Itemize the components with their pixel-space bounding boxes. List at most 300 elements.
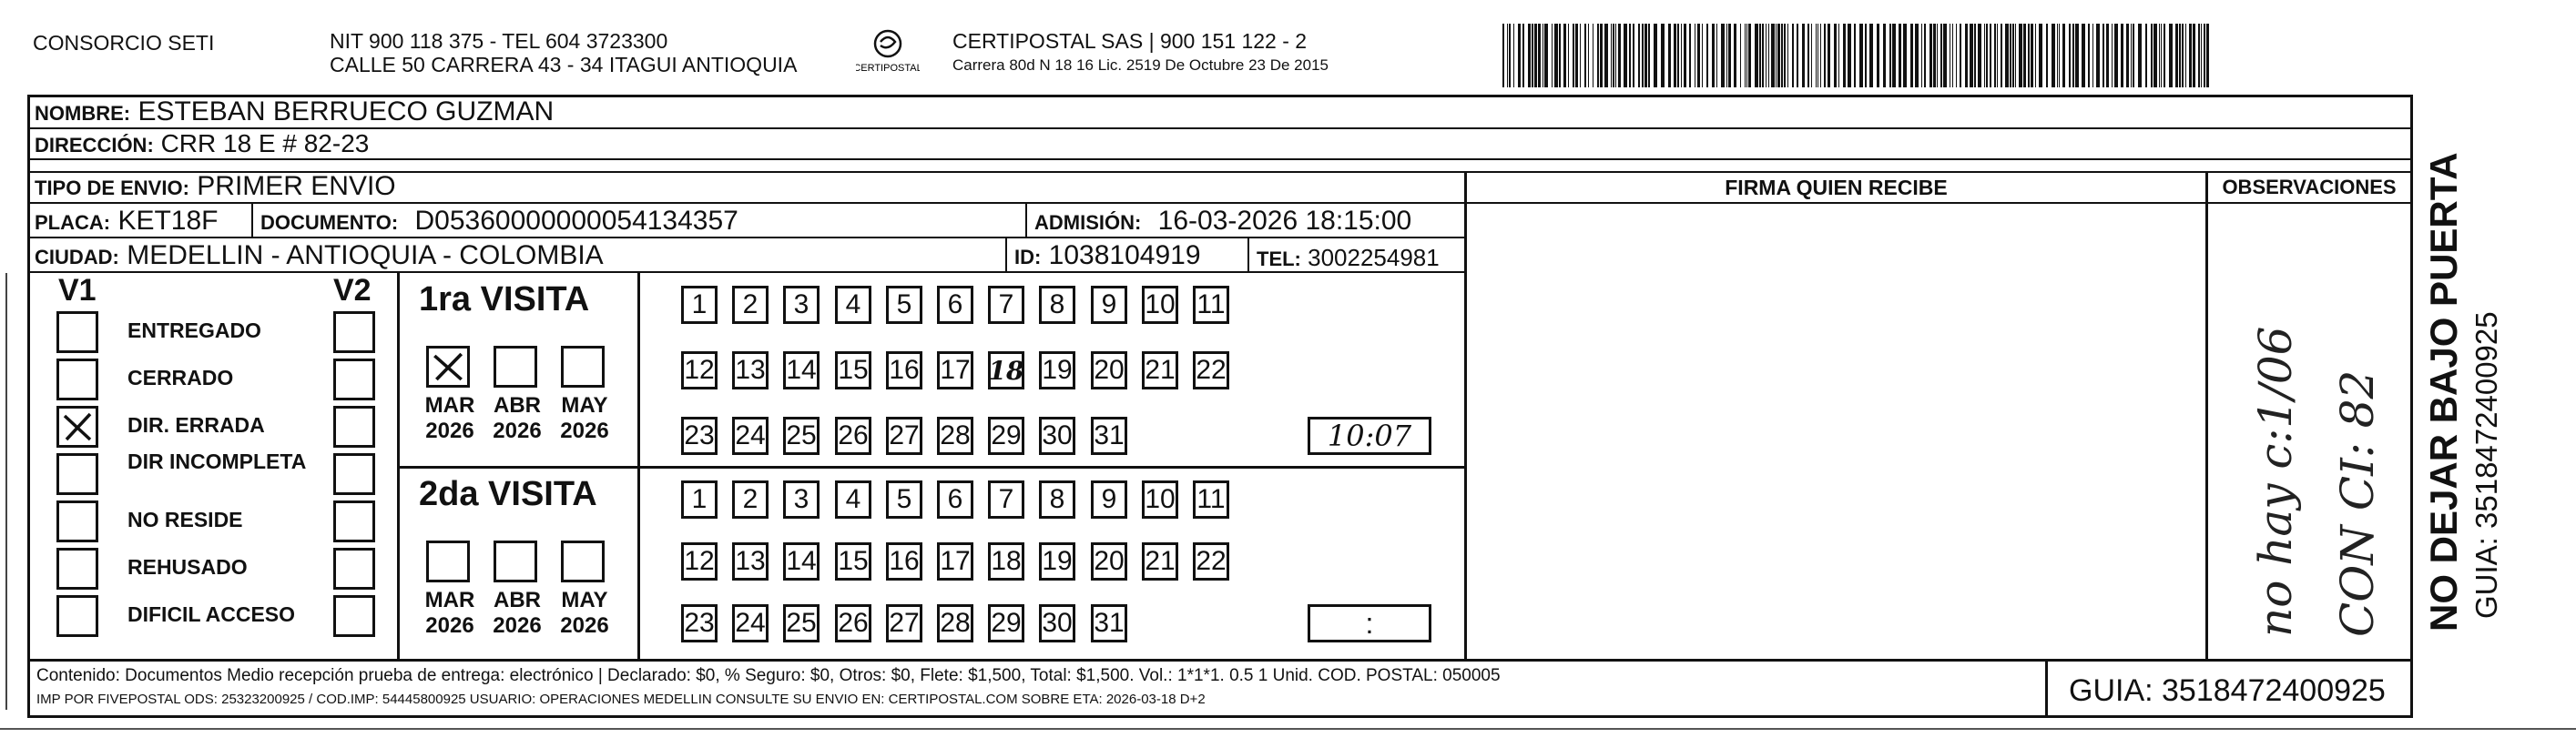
day-box-3[interactable]: 3 (783, 480, 820, 519)
barcode-bar (2001, 24, 2002, 87)
barcode-bar (1648, 24, 1650, 87)
barcode-bar (1940, 24, 1942, 87)
barcode-bar (2015, 24, 2016, 87)
barcode-bar (1532, 24, 1533, 87)
barcode-bar (1781, 24, 1783, 87)
certipostal-logo (856, 25, 920, 78)
barcode-bar (1817, 24, 1818, 87)
admision-value: 16-03-2026 18:15:00 (1157, 206, 1412, 236)
day-box-7[interactable]: 7 (988, 480, 1024, 519)
barcode-bar (1824, 24, 1826, 87)
barcode-bar (2005, 24, 2009, 87)
observaciones-label: OBSERVACIONES (2222, 176, 2397, 198)
barcode-bar (1740, 24, 1741, 87)
day-box-23[interactable]: 23 (681, 417, 718, 455)
barcode-bar (2106, 24, 2109, 87)
barcode-bar (1811, 24, 1812, 87)
barcode-bar (1745, 24, 1746, 87)
barcode-bar (1766, 24, 1767, 87)
barcode-bar (1615, 24, 1616, 87)
barcode-bar (1843, 24, 1846, 87)
barcode-bar (1726, 24, 1727, 87)
id-value: 1038104919 (1048, 240, 1201, 270)
side-guia: GUIA: 3518472400925 (2469, 311, 2503, 619)
firma-label: FIRMA QUIEN RECIBE (1725, 176, 1948, 199)
barcode-bar (1746, 24, 1747, 87)
barcode-bar (2059, 24, 2060, 87)
barcode-bar (1712, 24, 1715, 87)
barcode-bar (1644, 24, 1647, 87)
year-label: 2026 (560, 613, 609, 638)
day-box-27[interactable]: 27 (886, 604, 922, 642)
barcode-bar (1611, 24, 1612, 87)
day-box-2[interactable]: 2 (732, 480, 769, 519)
day-box-7[interactable]: 7 (988, 286, 1024, 324)
barcode-bar (1755, 24, 1758, 87)
day-box-23[interactable]: 23 (681, 604, 718, 642)
barcode-bar (1507, 24, 1508, 87)
observaciones-note-2: CON CI: 82 (2331, 369, 2384, 637)
barcode-bar (2159, 24, 2160, 87)
id-row (1014, 240, 1201, 273)
barcode-bar (2206, 24, 2209, 87)
observaciones-note-1: no hay c:1/06 (2249, 326, 2302, 637)
day-box-21[interactable]: 21 (1142, 351, 1178, 389)
barcode-bar (2010, 24, 2011, 87)
barcode-bar (1854, 24, 1856, 87)
barcode-bar (1937, 24, 1938, 87)
barcode-bar (2138, 24, 2142, 87)
year-label: 2026 (493, 419, 542, 443)
barcode-bar (1933, 24, 1936, 87)
barcode-bar (2114, 24, 2118, 87)
barcode-bar (1674, 24, 1676, 87)
barcode-bar (2039, 24, 2042, 87)
barcode-bar (1869, 24, 1873, 87)
barcode-bar (2092, 24, 2093, 87)
barcode-bar (2072, 24, 2074, 87)
barcode-bar (1816, 24, 1817, 87)
barcode-bar (1697, 24, 1700, 87)
day-box-12[interactable]: 12 (681, 542, 718, 581)
day-box-31[interactable]: 31 (1091, 417, 1127, 455)
tel-row (1257, 242, 1440, 275)
barcode-bar (2069, 24, 2071, 87)
day-box-26[interactable]: 26 (835, 417, 871, 455)
day-box-15[interactable]: 15 (835, 351, 871, 389)
barcode-bar (2175, 24, 2178, 87)
day-box-25[interactable]: 25 (783, 417, 820, 455)
barcode-bar (1797, 24, 1798, 87)
barcode-bar (1762, 24, 1764, 87)
day-box-14[interactable]: 14 (783, 351, 820, 389)
barcode-bar (2182, 24, 2184, 87)
barcode-bar (1915, 24, 1919, 87)
signature-area[interactable] (1467, 204, 2205, 659)
barcode-bar (1990, 24, 1991, 87)
day-box-19[interactable]: 19 (1039, 351, 1075, 389)
barcode-bar (1820, 24, 1821, 87)
day-box-24[interactable]: 24 (732, 604, 769, 642)
v2-checkbox[interactable] (333, 311, 375, 353)
v2-checkbox[interactable] (333, 500, 375, 542)
barcode-bar (2112, 24, 2113, 87)
tipo-label: TIPO DE ENVIO: (35, 177, 189, 199)
barcode-bar (1865, 24, 1867, 87)
barcode-bar (1588, 24, 1589, 87)
barcode-bar (2201, 24, 2202, 87)
month-checkbox-may[interactable] (561, 346, 605, 388)
year-label: 2026 (425, 419, 474, 443)
tipo-value: PRIMER ENVIO (197, 171, 396, 201)
day-box-30[interactable]: 30 (1039, 417, 1075, 455)
side-warning: NO DEJAR BAJO PUERTA (2422, 152, 2465, 632)
barcode-bar (1597, 24, 1599, 87)
barcode-bar (1518, 24, 1521, 87)
time-box[interactable]: : (1308, 604, 1431, 642)
day-box-17[interactable]: 17 (937, 542, 973, 581)
barcode-bar (1513, 24, 1514, 87)
v1-checkbox[interactable] (56, 453, 98, 495)
v1-checkbox[interactable] (56, 311, 98, 353)
barcode-bar (1784, 24, 1786, 87)
day-box-18[interactable]: 18 (988, 542, 1024, 581)
barcode-bar (1502, 24, 1504, 87)
direccion-value: CRR 18 E # 82-23 (160, 129, 370, 157)
barcode-bar (1838, 24, 1839, 87)
barcode-bar (2121, 24, 2123, 87)
barcode-bar (1974, 24, 1976, 87)
barcode-bar (1802, 24, 1805, 87)
barcode-bar (1828, 24, 1830, 87)
barcode-bar (1559, 24, 1561, 87)
barcode-bar (1668, 24, 1671, 87)
barcode-bar (1538, 24, 1541, 87)
month-label: MAR (424, 588, 475, 612)
barcode-bar (1984, 24, 1985, 87)
day-box-8[interactable]: 8 (1039, 286, 1075, 324)
day-box-26[interactable]: 26 (835, 604, 871, 642)
day-box-28[interactable]: 28 (937, 417, 973, 455)
company-name: CONSORCIO SETI (33, 31, 215, 55)
v1-checkbox[interactable] (56, 595, 98, 637)
barcode-bar (1965, 24, 1968, 87)
barcode-bar (1997, 24, 1998, 87)
barcode-bar (1759, 24, 1761, 87)
barcode-bar (1552, 24, 1553, 87)
barcode-bar (1534, 24, 1537, 87)
month-label: ABR (494, 393, 541, 418)
v2-checkbox[interactable] (333, 359, 375, 400)
status-label: DIR INCOMPLETA (127, 450, 307, 473)
v1-checkbox[interactable] (56, 548, 98, 590)
barcode-bar (1568, 24, 1569, 87)
day-box-28[interactable]: 28 (937, 604, 973, 642)
day-box-3[interactable]: 3 (783, 286, 820, 324)
barcode-bar (1613, 24, 1614, 87)
barcode-bar (1554, 24, 1558, 87)
footer-contenido: Contenido: Documentos Medio recepción prueba de entrega: electrónico | Declarado: $0, % Seguro: $0, Otros: $0, Flete: $1,500, Total: $1,500. Vol.: 1*1*1. 0.5 1 Unid. COD. POSTAL: 050005 (36, 666, 1501, 685)
barcode-bar (2103, 24, 2104, 87)
barcode-bar (1748, 24, 1751, 87)
day-box-6[interactable]: 6 (937, 480, 973, 519)
direccion-label: DIRECCIÓN: (35, 134, 154, 157)
day-box-30[interactable]: 30 (1039, 604, 1075, 642)
barcode-bar (1952, 24, 1953, 87)
barcode-bar (2019, 24, 2022, 87)
admision-label: ADMISIÓN: (1034, 211, 1142, 234)
status-label: NO RESIDE (127, 508, 243, 531)
placa-value: KET18F (117, 206, 219, 236)
year-label: 2026 (425, 613, 474, 638)
barcode-bar (1792, 24, 1794, 87)
barcode-bar (1892, 24, 1896, 87)
day-box-4[interactable]: 4 (835, 480, 871, 519)
barcode-bar (1943, 24, 1947, 87)
barcode-bar (2185, 24, 2186, 87)
day-box-22[interactable]: 22 (1193, 351, 1229, 389)
barcode-bar (2169, 24, 2173, 87)
month-checkbox-abr[interactable] (494, 346, 537, 388)
barcode-bar (1859, 24, 1863, 87)
day-box-18[interactable]: 18 (988, 351, 1024, 389)
nit-line: NIT 900 118 375 - TEL 604 3723300 (330, 29, 668, 53)
placa-row (35, 206, 219, 238)
day-box-2[interactable]: 2 (732, 286, 769, 324)
status-label: DIFICIL ACCESO (127, 602, 296, 626)
v2-checkbox[interactable] (333, 406, 375, 448)
barcode-bar (1706, 24, 1708, 87)
v2-checkbox[interactable] (333, 548, 375, 590)
barcode-bar (2012, 24, 2014, 87)
barcode-bar (1834, 24, 1837, 87)
footer-guia: GUIA: 3518472400925 (2069, 673, 2386, 708)
barcode-bar (2133, 24, 2134, 87)
day-box-6[interactable]: 6 (937, 286, 973, 324)
time-box[interactable]: 10:07 (1308, 417, 1431, 455)
barcode-bar (1584, 24, 1586, 87)
barcode-bar (1728, 24, 1731, 87)
barcode-bar (1768, 24, 1769, 87)
day-box-13[interactable]: 13 (732, 351, 769, 389)
barcode-bar (1600, 24, 1603, 87)
year-label: 2026 (493, 613, 542, 638)
day-box-1[interactable]: 1 (681, 480, 718, 519)
barcode-bar (1575, 24, 1578, 87)
barcode-bar (2153, 24, 2157, 87)
barcode-bar (1986, 24, 1988, 87)
barcode-bar (1629, 24, 1631, 87)
barcode-bar (1684, 24, 1686, 87)
barcode-bar (1681, 24, 1682, 87)
day-box-1[interactable]: 1 (681, 286, 718, 324)
barcode-bar (2082, 24, 2085, 87)
barcode-bar (2131, 24, 2132, 87)
day-box-29[interactable]: 29 (988, 417, 1024, 455)
barcode-bar (1522, 24, 1524, 87)
barcode-bar (2189, 24, 2192, 87)
barcode-bar (2052, 24, 2055, 87)
v1-checkbox[interactable] (56, 359, 98, 400)
barcode-bar (1956, 24, 1957, 87)
documento-value: D05360000000054134357 (414, 206, 738, 236)
day-box-16[interactable]: 16 (886, 542, 922, 581)
barcode-bar (2204, 24, 2205, 87)
barcode-bar (2057, 24, 2058, 87)
barcode-bar (1771, 24, 1775, 87)
barcode-bar (1624, 24, 1627, 87)
day-box-4[interactable]: 4 (835, 286, 871, 324)
barcode-bar (2126, 24, 2129, 87)
address-line: CALLE 50 CARRERA 43 - 34 ITAGUI ANTIOQUIA (330, 53, 798, 76)
barcode-bar (1883, 24, 1886, 87)
day-box-21[interactable]: 21 (1142, 542, 1178, 581)
barcode-bar (2088, 24, 2090, 87)
barcode-bar (1848, 24, 1851, 87)
day-box-27[interactable]: 27 (886, 417, 922, 455)
barcode-bar (2031, 24, 2033, 87)
barcode-bar (1721, 24, 1725, 87)
status-label: ENTREGADO (127, 318, 261, 342)
v2-checkbox[interactable] (333, 453, 375, 495)
month-label: MAY (561, 588, 608, 612)
day-box-10[interactable]: 10 (1142, 286, 1178, 324)
tipo-row (35, 171, 396, 204)
direccion-row (35, 128, 369, 161)
day-box-24[interactable]: 24 (732, 417, 769, 455)
month-checkbox-mar[interactable] (426, 541, 470, 582)
barcode-bar (1633, 24, 1634, 87)
barcode-bar (1689, 24, 1691, 87)
barcode-bar (1889, 24, 1891, 87)
barcode-bar (1544, 24, 1548, 87)
barcode-bar (1924, 24, 1926, 87)
visit2-title: 2da VISITA (419, 475, 597, 513)
placa-label: PLACA: (35, 211, 111, 234)
barcode-bar (2164, 24, 2165, 87)
barcode-bar (1734, 24, 1736, 87)
barcode-bar (1528, 24, 1531, 87)
documento-row (260, 206, 738, 238)
day-box-22[interactable]: 22 (1193, 542, 1229, 581)
barcode-bar (1877, 24, 1879, 87)
day-box-19[interactable]: 19 (1039, 542, 1075, 581)
barcode-bar (1921, 24, 1922, 87)
id-label: ID: (1014, 246, 1042, 268)
barcode-bar (1929, 24, 1932, 87)
day-box-25[interactable]: 25 (783, 604, 820, 642)
barcode-bar (1642, 24, 1644, 87)
day-box-20[interactable]: 20 (1091, 542, 1127, 581)
barcode-bar (2028, 24, 2030, 87)
barcode-bar (1618, 24, 1621, 87)
day-box-13[interactable]: 13 (732, 542, 769, 581)
month-checkbox-mar[interactable] (426, 346, 470, 388)
year-label: 2026 (560, 419, 609, 443)
barcode-bar (1661, 24, 1665, 87)
month-label: ABR (494, 588, 541, 612)
barcode-bar (1573, 24, 1574, 87)
day-box-15[interactable]: 15 (835, 542, 871, 581)
admision-row (1034, 206, 1411, 238)
barcode-bar (2179, 24, 2181, 87)
barcode-bar (1807, 24, 1809, 87)
barcode-bar (1580, 24, 1581, 87)
barcode-bar (1638, 24, 1640, 87)
day-box-12[interactable]: 12 (681, 351, 718, 389)
barcode-bar (1777, 24, 1780, 87)
barcode (1502, 24, 2213, 87)
barcode-bar (2096, 24, 2100, 87)
status-label: DIR. ERRADA (127, 413, 265, 437)
barcode-bar (2198, 24, 2200, 87)
barcode-bar (2151, 24, 2153, 87)
day-box-9[interactable]: 9 (1091, 480, 1127, 519)
barcode-bar (2035, 24, 2036, 87)
barcode-bar (2023, 24, 2026, 87)
tel-label: TEL: (1257, 248, 1301, 270)
month-label: MAR (424, 393, 475, 418)
barcode-bar (1978, 24, 1981, 87)
day-box-11[interactable]: 11 (1193, 480, 1229, 519)
month-label: MAY (561, 393, 608, 418)
nombre-value: ESTEBAN BERRUECO GUZMAN (137, 96, 555, 126)
status-label: REHUSADO (127, 555, 248, 579)
barcode-bar (1702, 24, 1703, 87)
v1-checkbox[interactable] (56, 406, 98, 448)
barcode-bar (1563, 24, 1566, 87)
day-box-29[interactable]: 29 (988, 604, 1024, 642)
barcode-bar (2046, 24, 2048, 87)
barcode-bar (1604, 24, 1608, 87)
barcode-bar (1910, 24, 1913, 87)
nombre-row (35, 96, 554, 129)
ciudad-value: MEDELLIN - ANTIOQUIA - COLOMBIA (127, 240, 604, 270)
day-box-14[interactable]: 14 (783, 542, 820, 581)
barcode-bar (2062, 24, 2065, 87)
day-box-9[interactable]: 9 (1091, 286, 1127, 324)
barcode-bar (1899, 24, 1901, 87)
day-box-17[interactable]: 17 (937, 351, 973, 389)
month-checkbox-abr[interactable] (494, 541, 537, 582)
barcode-bar (1654, 24, 1657, 87)
day-box-16[interactable]: 16 (886, 351, 922, 389)
day-box-11[interactable]: 11 (1193, 286, 1229, 324)
day-box-31[interactable]: 31 (1091, 604, 1127, 642)
day-box-5[interactable]: 5 (886, 286, 922, 324)
v2-checkbox[interactable] (333, 595, 375, 637)
tel-value: 3002254981 (1308, 244, 1440, 271)
day-box-20[interactable]: 20 (1091, 351, 1127, 389)
day-box-8[interactable]: 8 (1039, 480, 1075, 519)
barcode-bar (1970, 24, 1973, 87)
barcode-bar (1677, 24, 1679, 87)
day-box-5[interactable]: 5 (886, 480, 922, 519)
v2-header: V2 (333, 273, 372, 308)
v1-checkbox[interactable] (56, 500, 98, 542)
barcode-bar (1960, 24, 1961, 87)
barcode-bar (1509, 24, 1511, 87)
day-box-10[interactable]: 10 (1142, 480, 1178, 519)
ciudad-row (35, 240, 604, 273)
ciudad-label: CIUDAD: (35, 246, 119, 268)
nombre-label: NOMBRE: (35, 102, 131, 125)
month-checkbox-may[interactable] (561, 541, 605, 582)
barcode-bar (1903, 24, 1907, 87)
courier-line: CERTIPOSTAL SAS | 900 151 122 - 2 (952, 29, 1308, 53)
barcode-bar (2145, 24, 2147, 87)
svg-text:CERTIPOSTAL: CERTIPOSTAL (856, 63, 920, 74)
